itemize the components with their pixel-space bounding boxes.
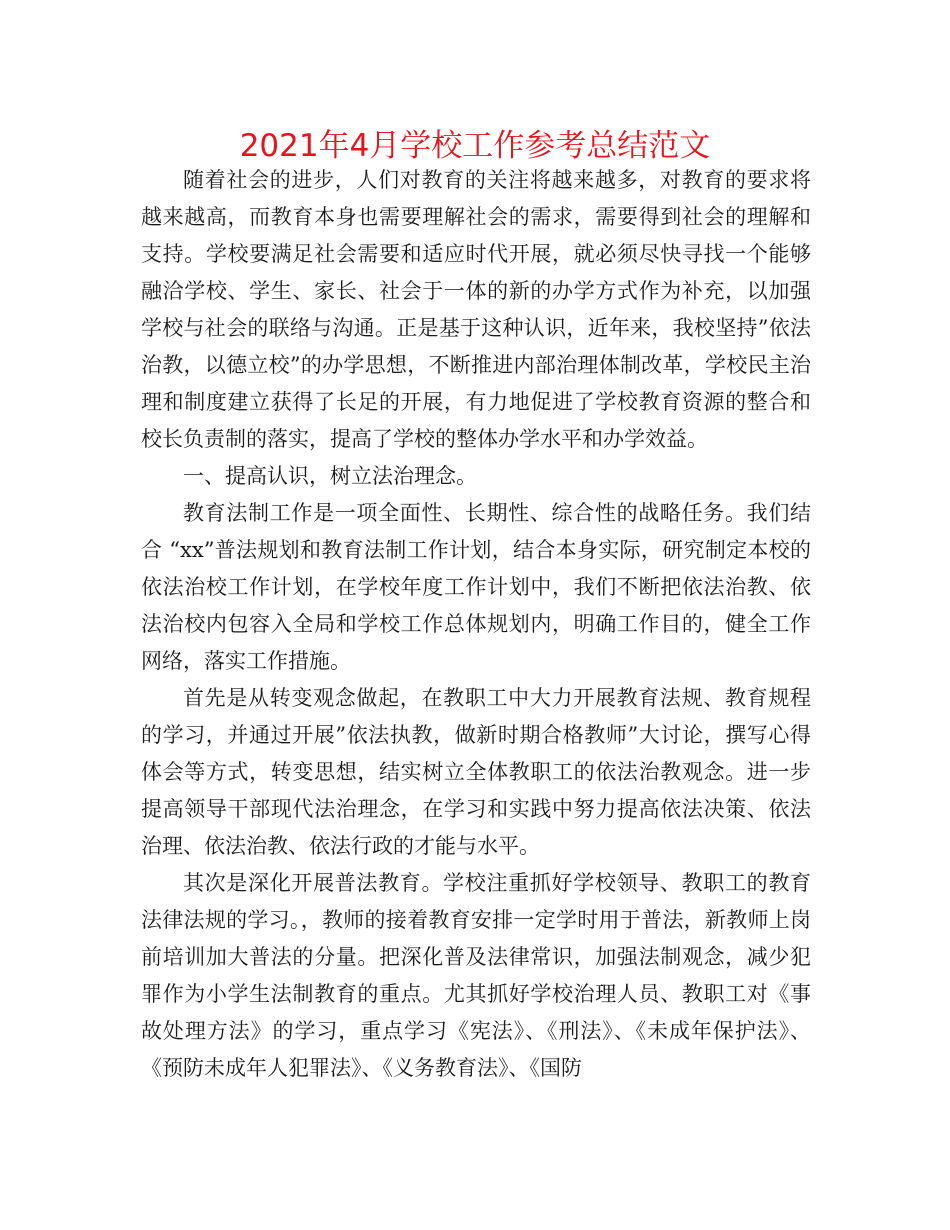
paragraph-intro: 随着社会的进步，人们对教育的关注将越来越多，对教育的要求将越来越高，而教育本身也需要理解社会的需求，需要得到社会的理解和支持。学校要满足社会需要和适应时代开展，就必须尽快寻找一个能够融洽学校、学生、家长、社会于一体的新的办学方式作为补充，以加强学校与社会的联络与沟通。正是基于这种认识，近年来，我校坚持”依法治教，以德立校”的办学思想，不断推进内部治理体制改革，学校民主治理和制度建立获得了长足的开展，有力地促进了学校教育资源的整合和校长负责制的落实，提高了学校的整体办学水平和办学效益。 (141, 168, 811, 451)
paragraph-law-education: 其次是深化开展普法教育。学校注重抓好学校领导、教职工的教育法律法规的学习。，教师的接着教育安排一定学时用于普法，新教师上岗前培训加大普法的分量。把深化普及法律常识，加强法制观念，减少犯罪作为小学生法制教育的重点。尤其抓好学校治理人员、教职工对《事故处理方法》的学习，重点学习《宪法》、《刑法》、《未成年保护法》、《预防未成年人犯罪法》、《义务教育法》、《国防 (141, 871, 811, 1080)
document-title: 2021年4月学校工作参考总结范文 (239, 128, 711, 164)
section-heading: 一、提高认识，树立法治理念。 (183, 464, 477, 488)
paragraph-legal-work: 教育法制工作是一项全面性、长期性、综合性的战略任务。我们结合 “xx”普法规划和教育法制工作计划，结合本身实际，研究制定本校的依法治校工作计划，在学校年度工作计划中，我们不断把依法治教、依法治校内包容入全局和学校工作总体规划内，明确工作目的，健全工作网络，落实工作措施。 (141, 501, 811, 673)
paragraph-concept-change: 首先是从转变观念做起，在教职工中大力开展教育法规、教育规程的学习，并通过开展”依法执教，做新时期合格教师”大讨论，撰写心得体会等方式，转变思想，结实树立全体教职工的依法治教观念。进一步提高领导干部现代法治理念，在学习和实践中努力提高依法决策、依法治理、依法治教、依法行政的才能与水平。 (141, 686, 811, 858)
document-body (141, 162, 811, 1087)
